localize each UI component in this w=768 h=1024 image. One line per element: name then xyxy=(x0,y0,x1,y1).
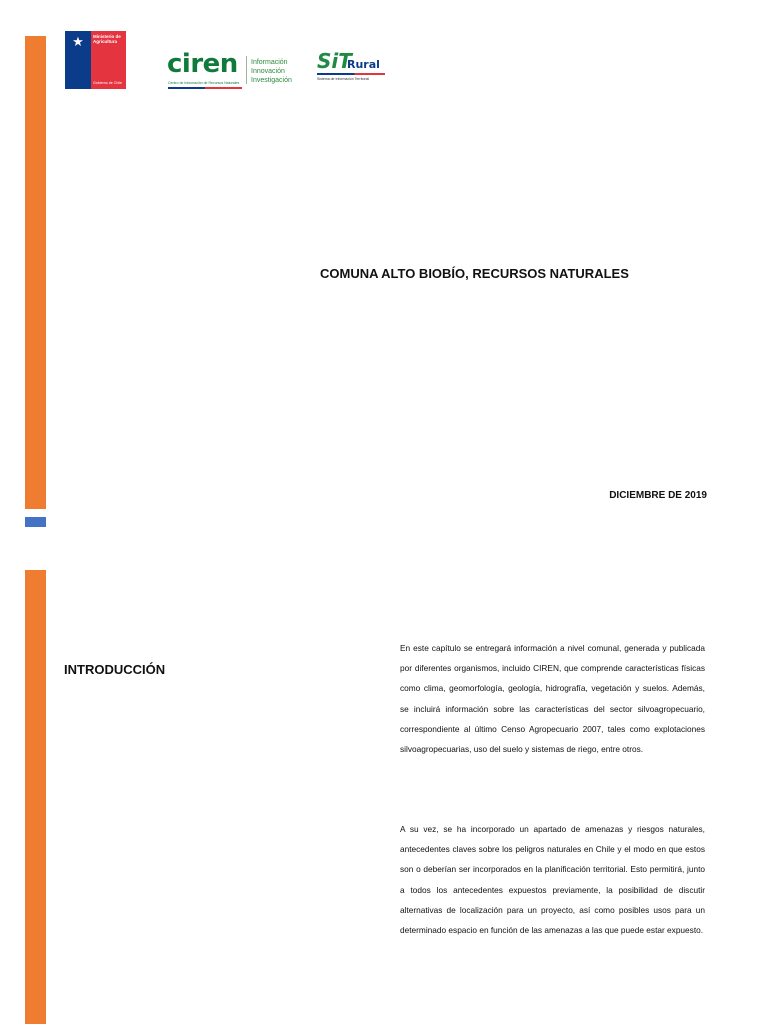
ciren-logo xyxy=(167,50,297,90)
ciren-tagline-investigacion: Investigación xyxy=(251,77,292,84)
ciren-divider xyxy=(246,56,247,84)
ciren-subtitle: Centro de Información de Recursos Naturales xyxy=(168,81,240,85)
ciren-tagline-informacion: Información xyxy=(251,59,288,66)
ciren-stripe xyxy=(168,87,242,89)
ciren-tagline-innovacion: Innovación xyxy=(251,68,285,75)
rural-wordmark: Rural xyxy=(347,58,380,71)
introduction-paragraph-1: En este capítulo se entregará información a nivel comunal, generada y publicada por diferentes organismos, incluido CIREN, que comprende características físicas como clima, geomorfología, geología, hidrografía, vegetación y suelos. Además, se incluirá información sobre las características del sector silvoagropecuario, correspondiente al último Censo Agropecuario 2007, tales como explotaciones silvoagropecuarias, uso del suelo y sistemas de riego, entre otros. xyxy=(400,643,705,755)
orange-side-bar-top xyxy=(25,36,46,509)
document-title: COMUNA ALTO BIOBÍO, RECURSOS NATURALES xyxy=(320,266,629,281)
logo-stripe xyxy=(65,87,126,89)
sit-stripe xyxy=(317,73,385,75)
sit-subtitle: Sistema de Información Territorial xyxy=(317,77,370,81)
ministry-of-agriculture-logo xyxy=(65,31,126,89)
government-name: Gobierno de Chile xyxy=(93,81,122,85)
ministry-name: Ministerio de Agricultura xyxy=(93,34,121,44)
ciren-wordmark: ciren xyxy=(167,49,238,79)
sit-rural-logo xyxy=(317,50,389,86)
ciren-tagline xyxy=(251,58,292,85)
sit-wordmark: SiT xyxy=(317,49,352,73)
orange-side-bar-bottom xyxy=(25,570,46,1024)
blue-page-marker xyxy=(25,517,46,527)
section-heading-introduction: INTRODUCCIÓN xyxy=(64,662,166,677)
introduction-paragraph-2: A su vez, se ha incorporado un apartado de amenazas y riesgos naturales, antecedentes claves sobre los peligros naturales en Chile y el modo en que estos son o deberían ser incorporados en la planificación territorial. Esto permitirá, junto a todos los antecedentes expuestos previamente, la posibilidad de discutir alternativas de localización para un proyecto, así como posibles usos para un determinado espacio en función de las amenazas a las que puede estar expuesto. xyxy=(400,824,705,936)
chile-seal-icon: ★ xyxy=(72,34,84,49)
document-date: DICIEMBRE DE 2019 xyxy=(609,490,707,501)
